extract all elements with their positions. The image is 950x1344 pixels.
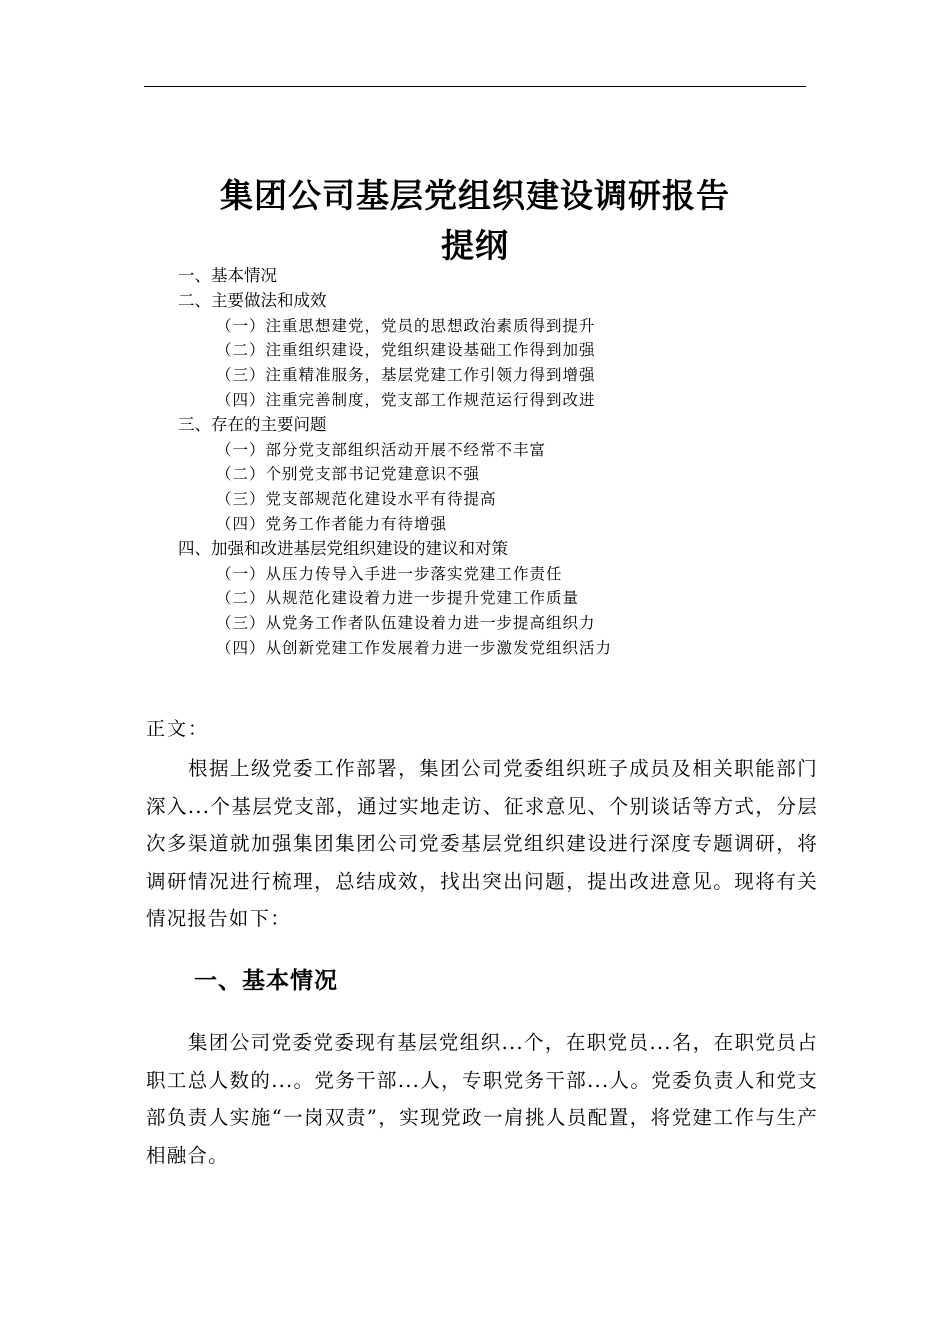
outline-section-item: 三、存在的主要问题 — [178, 414, 327, 434]
outline-subsection-item: （一）注重思想建党，党员的思想政治素质得到提升 — [216, 316, 596, 335]
outline-subsection-item: （二）个别党支部书记党建意识不强 — [216, 465, 481, 484]
outline-subsection-item: （四）从创新党建工作发展着力进一步激发党组织活力 — [216, 638, 613, 657]
outline-list — [178, 264, 612, 661]
outline-section-item: 一、基本情况 — [178, 266, 277, 285]
outline-section-item: 二、主要做法和成效 — [178, 290, 327, 310]
intro-paragraph: 根据上级党委工作部署，集团公司党委组织班子成员及相关职能部门深入...个基层党支部，通过实地走访、征求意见、个别谈话等方式，分层次多渠道就加强集团集团公司党委基层党组织建设进行深度专题调研，将调研情况进行梳理，总结成效，找出突出问题，提出改进意见。现将有关情况报告如下： — [146, 757, 818, 930]
outline-subsection-item: （三）从党务工作者队伍建设着力进一步提高组织力 — [216, 614, 596, 633]
document-title: 集团公司基层党组织建设调研报告 — [220, 176, 730, 215]
outline-subsection-item: （一）从压力传导入手进一步落实党建工作责任 — [216, 564, 563, 583]
outline-subsection-item: （四）注重完善制度，党支部工作规范运行得到改进 — [216, 390, 596, 409]
document-title-line2: 提纲 — [441, 226, 509, 265]
header-rule — [144, 86, 806, 87]
basic-situation-paragraph: 集团公司党委党委现有基层党组织...个，在职党员...名，在职党员占职工总人数的...。党务干部...人，专职党务干部...人。党委负责人和党支部负责人实施“一岗双责”，实现党政一肩挑人员配置，将党建工作与生产相融合。 — [146, 1031, 818, 1167]
outline-subsection-item: （二）注重组织建设，党组织建设基础工作得到加强 — [216, 341, 596, 360]
section-heading-basic-situation: 一、基本情况 — [194, 968, 338, 994]
outline-subsection-item: （四）党务工作者能力有待增强 — [216, 514, 448, 533]
outline-subsection-item: （二）从规范化建设着力进一步提升党建工作质量 — [216, 589, 580, 608]
outline-subsection-item: （三）党支部规范化建设水平有待提高 — [216, 490, 497, 509]
outline-subsection-item: （三）注重精准服务，基层党建工作引领力得到增强 — [216, 366, 596, 385]
outline-section-item: 四、加强和改进基层党组织建设的建议和对策 — [178, 538, 508, 558]
body-label: 正文： — [146, 718, 210, 740]
outline-subsection-item: （一）部分党支部组织活动开展不经常不丰富 — [216, 440, 547, 459]
